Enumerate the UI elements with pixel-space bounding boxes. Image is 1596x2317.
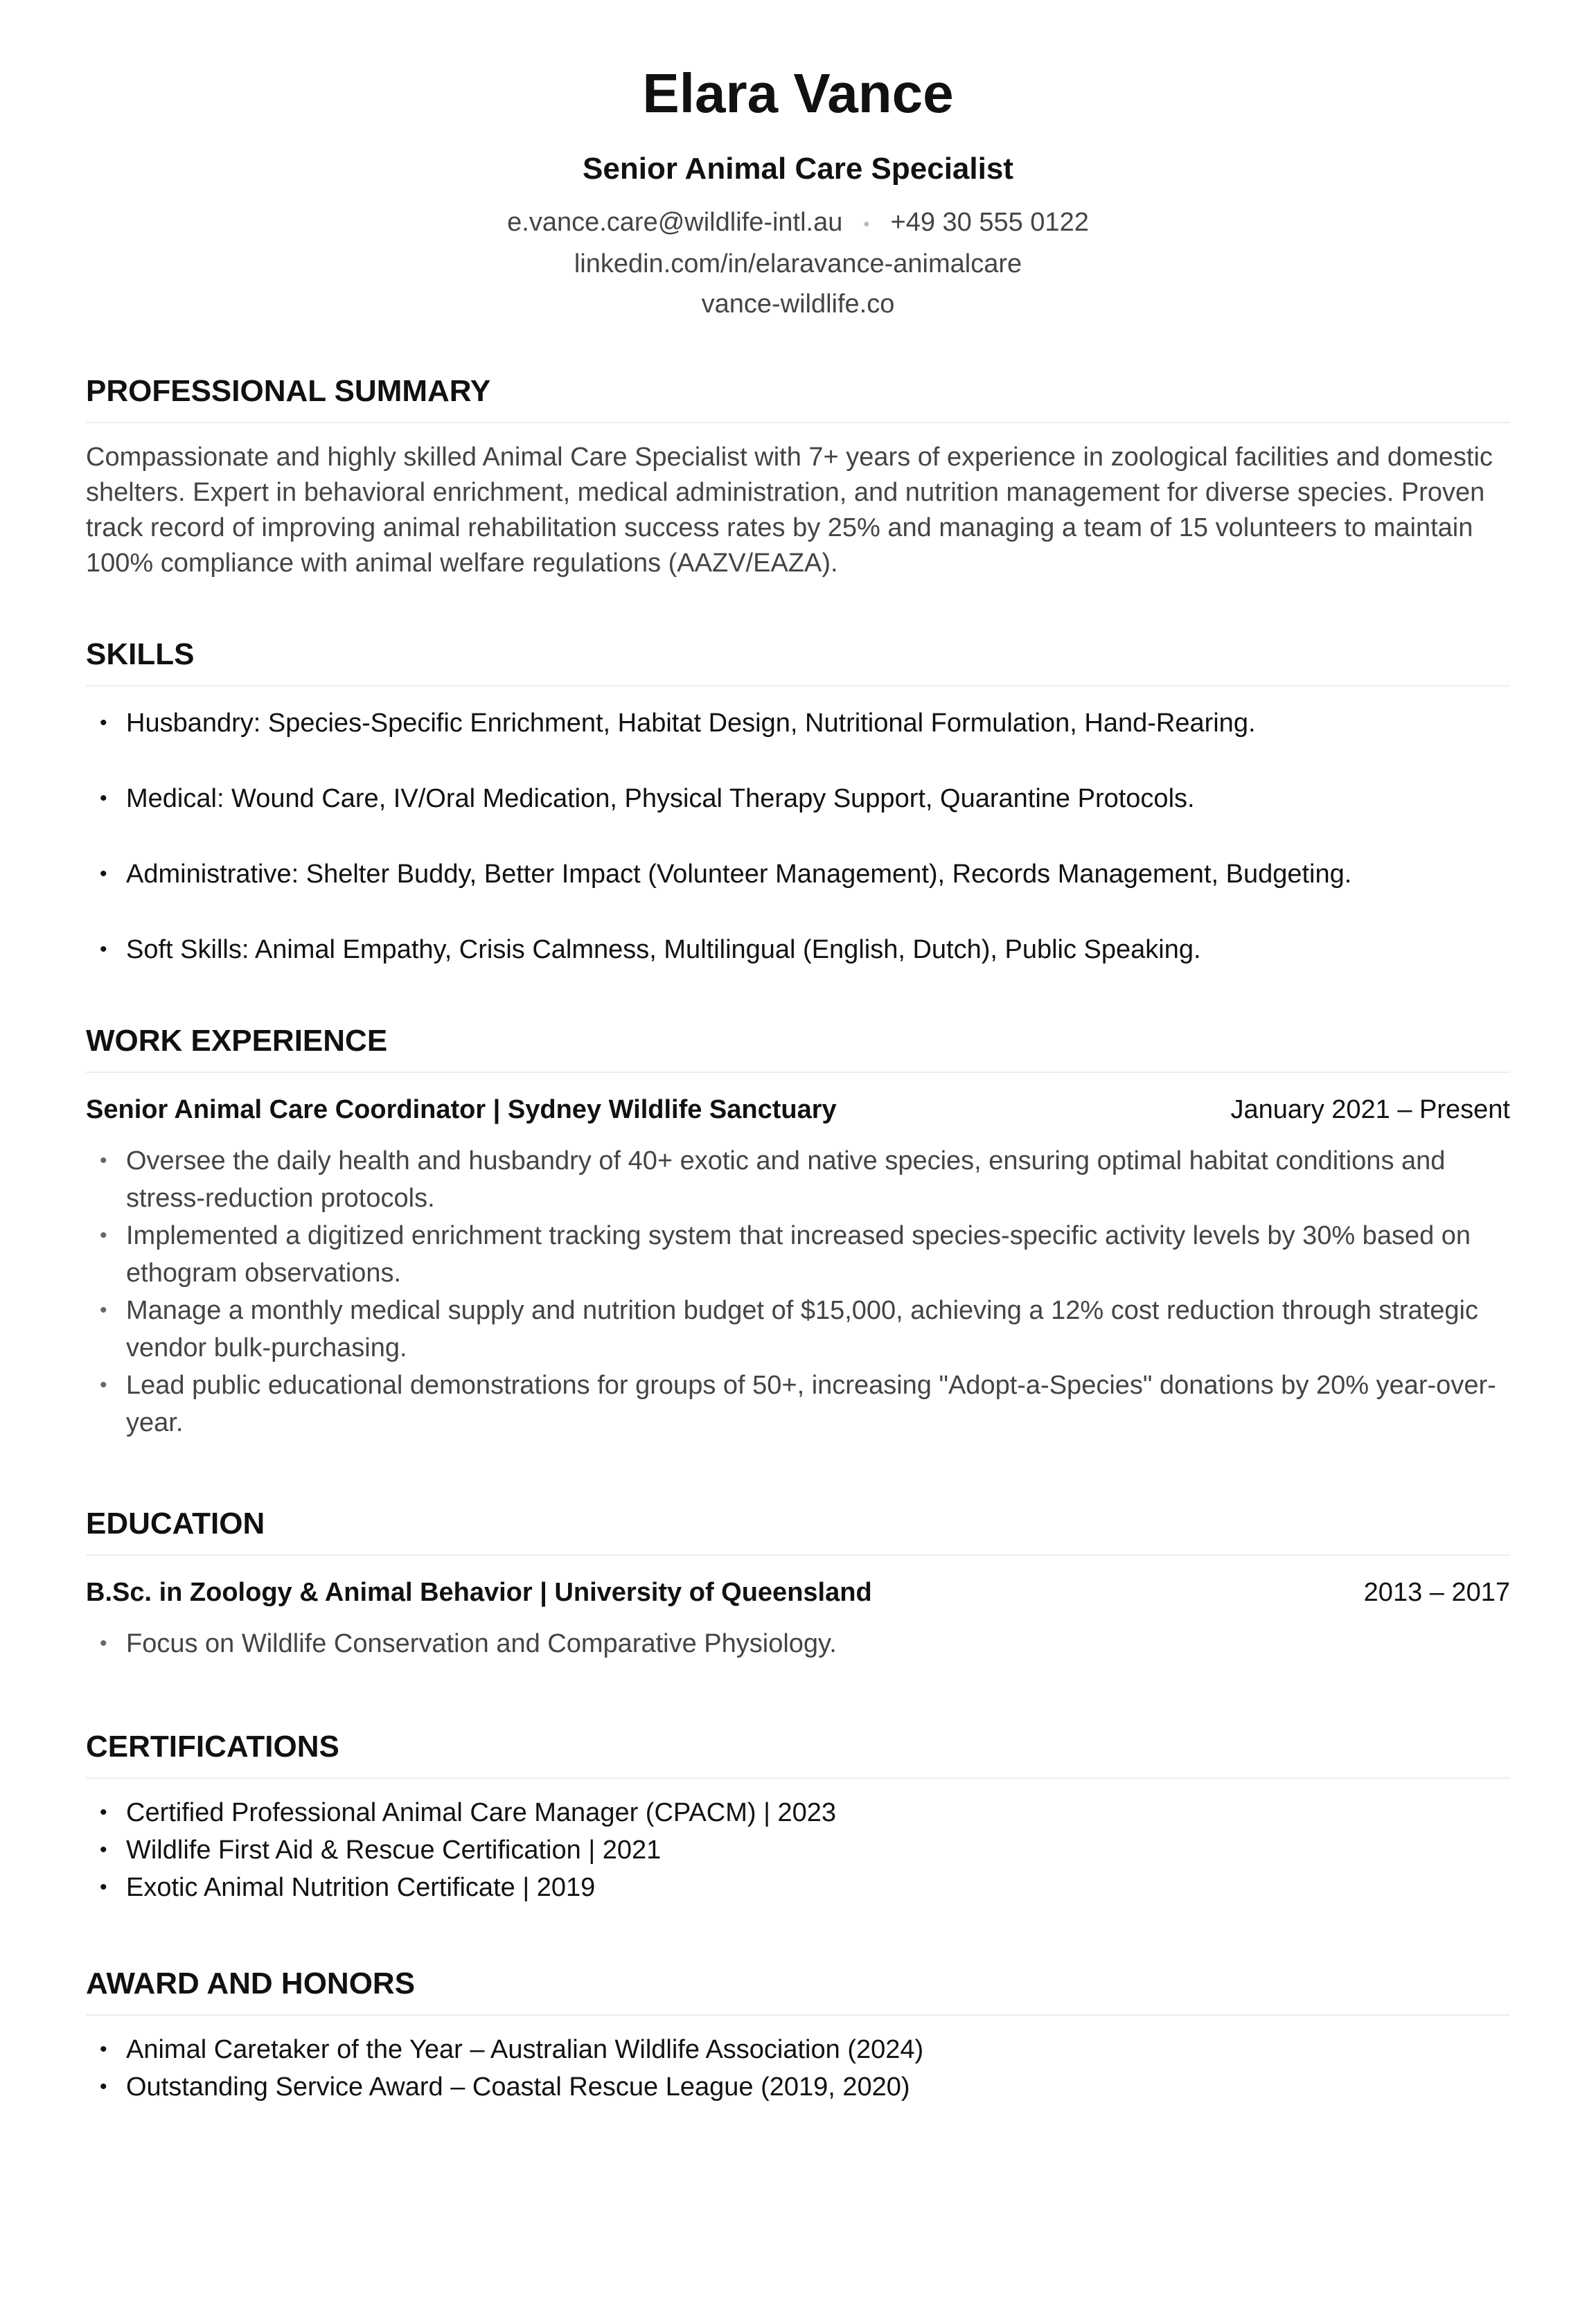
candidate-role: Senior Animal Care Specialist [583,152,1013,186]
resume-header [86,0,1510,324]
skill-item: • Soft Skills: Animal Empathy, Crisis Calmness, Multilingual (English, Dutch), Public Speaking. [86,931,1510,968]
certifications-list [86,1794,1510,1906]
award-item: • Animal Caretaker of the Year – Australian Wildlife Association (2024) [86,2031,1510,2068]
job-title: Senior Animal Care Coordinator | Sydney Wildlife Sanctuary [86,1095,837,1124]
award-item: • Outstanding Service Award – Coastal Rescue League (2019, 2020) [86,2068,1510,2106]
phone-number[interactable]: +49 30 555 0122 [890,208,1089,237]
certifications-section [86,1726,1510,1906]
job-bullet: • Manage a monthly medical supply and nutrition budget of $15,000, achieving a 12% cost reduction through strategic vendor bulk-purchasing. [86,1292,1510,1367]
section-title-awards: AWARD AND HONORS [86,1963,1510,2016]
job-bullets [86,1142,1510,1441]
section-title-certifications: CERTIFICATIONS [86,1726,1510,1779]
degree-title: B.Sc. in Zoology & Animal Behavior | University of Queensland [86,1578,872,1607]
summary-text: Compassionate and highly skilled Animal Care Specialist with 7+ years of experience in zoological facilities and domestic shelters. Expert in behavioral enrichment, medical administration, and nutrition management for diverse species. Proven track record of improving animal rehabilitation success rates by 25% and managing a team of 15 volunteers to maintain 100% compliance with animal welfare regulations (AAZV/EAZA). [86,443,1493,578]
skill-item: • Administrative: Shelter Buddy, Better Impact (Volunteer Management), Records Management, Budgeting. [86,855,1510,893]
education-bullets [86,1625,1510,1662]
section-title-summary: PROFESSIONAL SUMMARY [86,371,1510,423]
section-title-skills: SKILLS [86,634,1510,686]
website-link[interactable]: vance-wildlife.co [701,289,895,319]
skills-list [86,704,1510,968]
skill-item: • Husbandry: Species-Specific Enrichment, Habitat Design, Nutritional Formulation, Hand-Rearing. [86,704,1510,742]
job-bullet: • Oversee the daily health and husbandry of 40+ exotic and native species, ensuring optimal habitat conditions and stress-reduction protocols. [86,1142,1510,1217]
education-section [86,1503,1510,1662]
education-header [86,1574,1510,1611]
experience-section [86,1020,1510,1441]
education-bullet: • Focus on Wildlife Conservation and Comparative Physiology. [86,1625,1510,1662]
job-bullet: • Implemented a digitized enrichment tracking system that increased species-specific activity levels by 30% based on ethogram observations. [86,1217,1510,1292]
email-link[interactable]: e.vance.care@wildlife-intl.au [507,208,843,237]
section-title-experience: WORK EXPERIENCE [86,1020,1510,1073]
awards-section [86,1963,1510,2106]
awards-list [86,2031,1510,2106]
degree-dates: 2013 – 2017 [1363,1578,1510,1607]
job-bullet: • Lead public educational demonstrations for groups of 50+, increasing "Adopt-a-Species" donations by 20% year-over-year. [86,1367,1510,1441]
job-header [86,1091,1510,1128]
skills-section [86,634,1510,1006]
contact-line [86,202,1510,244]
section-title-education: EDUCATION [86,1503,1510,1556]
certification-item: • Certified Professional Animal Care Manager (CPACM) | 2023 [86,1794,1510,1831]
certification-item: • Wildlife First Aid & Rescue Certification | 2021 [86,1831,1510,1869]
linkedin-link[interactable]: linkedin.com/in/elaravance-animalcare [574,249,1022,278]
candidate-name: Elara Vance [642,62,954,124]
contact-separator: • [863,213,870,234]
skill-item: • Medical: Wound Care, IV/Oral Medication, Physical Therapy Support, Quarantine Protocols. [86,780,1510,817]
job-dates: January 2021 – Present [1230,1095,1510,1124]
certification-item: • Exotic Animal Nutrition Certificate | 2019 [86,1869,1510,1906]
summary-section [86,371,1510,581]
